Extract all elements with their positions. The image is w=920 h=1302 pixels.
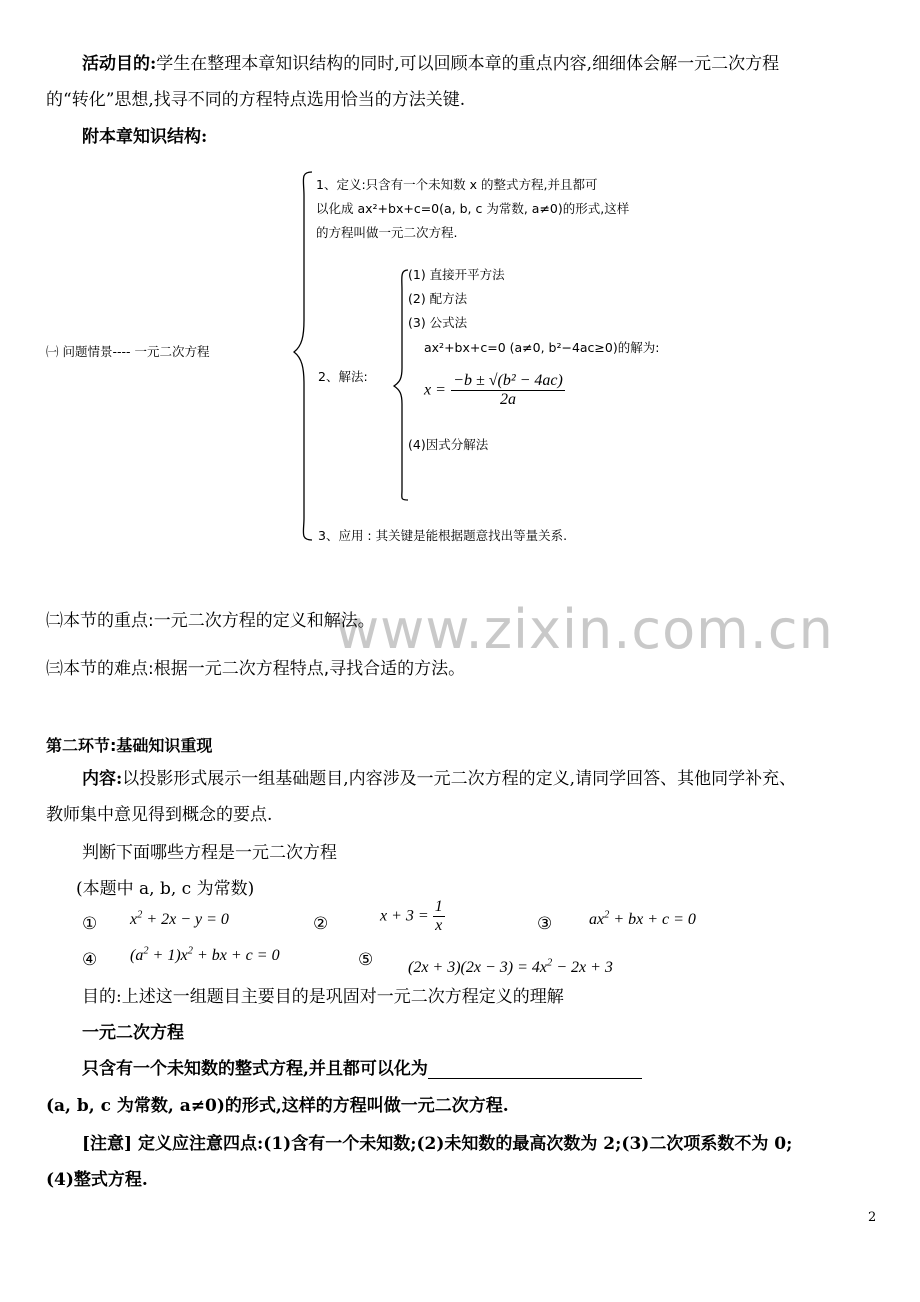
content-paragraph — [82, 769, 796, 789]
formula-numerator: −b ± √(b² − 4ac) — [451, 372, 565, 391]
goal-label: 活动目的: — [82, 54, 157, 74]
item-3-eq: $ax^2$ + bx + c = 0 — [589, 909, 696, 928]
definition-blank — [428, 1060, 642, 1079]
attach-label: 附本章知识结构: — [82, 127, 208, 147]
root-label: ㈠ 问题情景---- 一元二次方程 — [46, 344, 210, 359]
method-4: (4)因式分解法 — [408, 437, 489, 452]
goal-text: 学生在整理本章知识结构的同时,可以回顾本章的重点内容,细细体会解一元二次方程 — [156, 54, 780, 74]
definition-title: 一元二次方程 — [82, 1023, 184, 1043]
section2-title: 第二环节:基础知识重现 — [46, 736, 213, 755]
focus-point: ㈡本节的重点:一元二次方程的定义和解法。 — [46, 611, 375, 631]
goal-text-line2: 的“转化”思想,找寻不同的方程特点选用恰当的方法关键. — [46, 90, 466, 110]
formula-lhs: x = — [424, 381, 446, 399]
content-text: 以投影形式展示一组基础题目,内容涉及一元二次方程的定义,请同学回答、其他同学补充、 — [122, 769, 797, 789]
item-5-eq: $(2x + 3)(2x - 3) = 4x^2 - 2x + 3$ — [408, 957, 613, 976]
quadratic-formula — [424, 372, 565, 409]
definition-line3: 的方程叫做一元二次方程. — [316, 225, 458, 240]
watermark: www.zixin.com.cn — [335, 598, 834, 661]
content-text-line2: 教师集中意见得到概念的要点. — [46, 805, 273, 825]
formula-condition: ax²+bx+c=0 (a≠0, b²−4ac≥0)的解为: — [424, 340, 660, 355]
item-1-eq: $x^2 + 2x - y = 0$ — [130, 909, 229, 928]
inner-brace — [394, 270, 408, 500]
method-3: (3) 公式法 — [408, 315, 468, 330]
item-4-eq: $(a^2 + 1)x^2$ + bx + c = 0 — [130, 945, 280, 964]
application-text: 3、应用 : 其关键是能根据题意找出等量关系. — [318, 528, 568, 543]
page-number: 2 — [868, 1210, 877, 1225]
methods-label: 2、解法: — [318, 369, 368, 384]
item-2-eq: x + 3 = $\frac{1}{x}$ — [380, 898, 443, 934]
definition-line2: 以化成 ax²+bx+c=0(a, b, c 为常数, a≠0)的形式,这样 — [316, 201, 630, 216]
item-4-num: ④ — [82, 950, 98, 970]
definition-line1: 1、定义:只含有一个未知数 x 的整式方程,并且都可 — [316, 177, 598, 192]
item-3-num: ③ — [537, 914, 553, 934]
difficulty-point: ㈢本节的难点:根据一元二次方程特点,寻找合适的方法。 — [46, 659, 466, 679]
formula-fraction — [451, 372, 565, 409]
method-1: (1) 直接开平方法 — [408, 267, 505, 282]
question-note: (本题中 a, b, c 为常数) — [76, 879, 255, 899]
purpose-text: 目的:上述这一组题目主要目的是巩固对一元二次方程定义的理解 — [82, 987, 564, 1007]
question-text: 判断下面哪些方程是一元二次方程 — [82, 843, 337, 863]
definition-text2: (a, b, c 为常数, a≠0)的形式,这样的方程叫做一元二次方程. — [46, 1096, 509, 1116]
definition-line1-s2 — [82, 1059, 642, 1079]
item-5-num: ⑤ — [358, 950, 374, 970]
outer-brace — [294, 172, 312, 540]
method-2: (2) 配方法 — [408, 291, 468, 306]
definition-text1: 只含有一个未知数的整式方程,并且都可以化为 — [82, 1059, 428, 1079]
caution-line1: [注意] 定义应注意四点:(1)含有一个未知数;(2)未知数的最高次数为 2;(3)二次项系数不为 0; — [82, 1134, 793, 1154]
item-2-num: ② — [313, 914, 329, 934]
content-label: 内容: — [82, 769, 123, 789]
caution-line2: (4)整式方程. — [46, 1170, 148, 1190]
item-1-num: ① — [82, 914, 98, 934]
formula-denominator: 2a — [500, 391, 516, 408]
